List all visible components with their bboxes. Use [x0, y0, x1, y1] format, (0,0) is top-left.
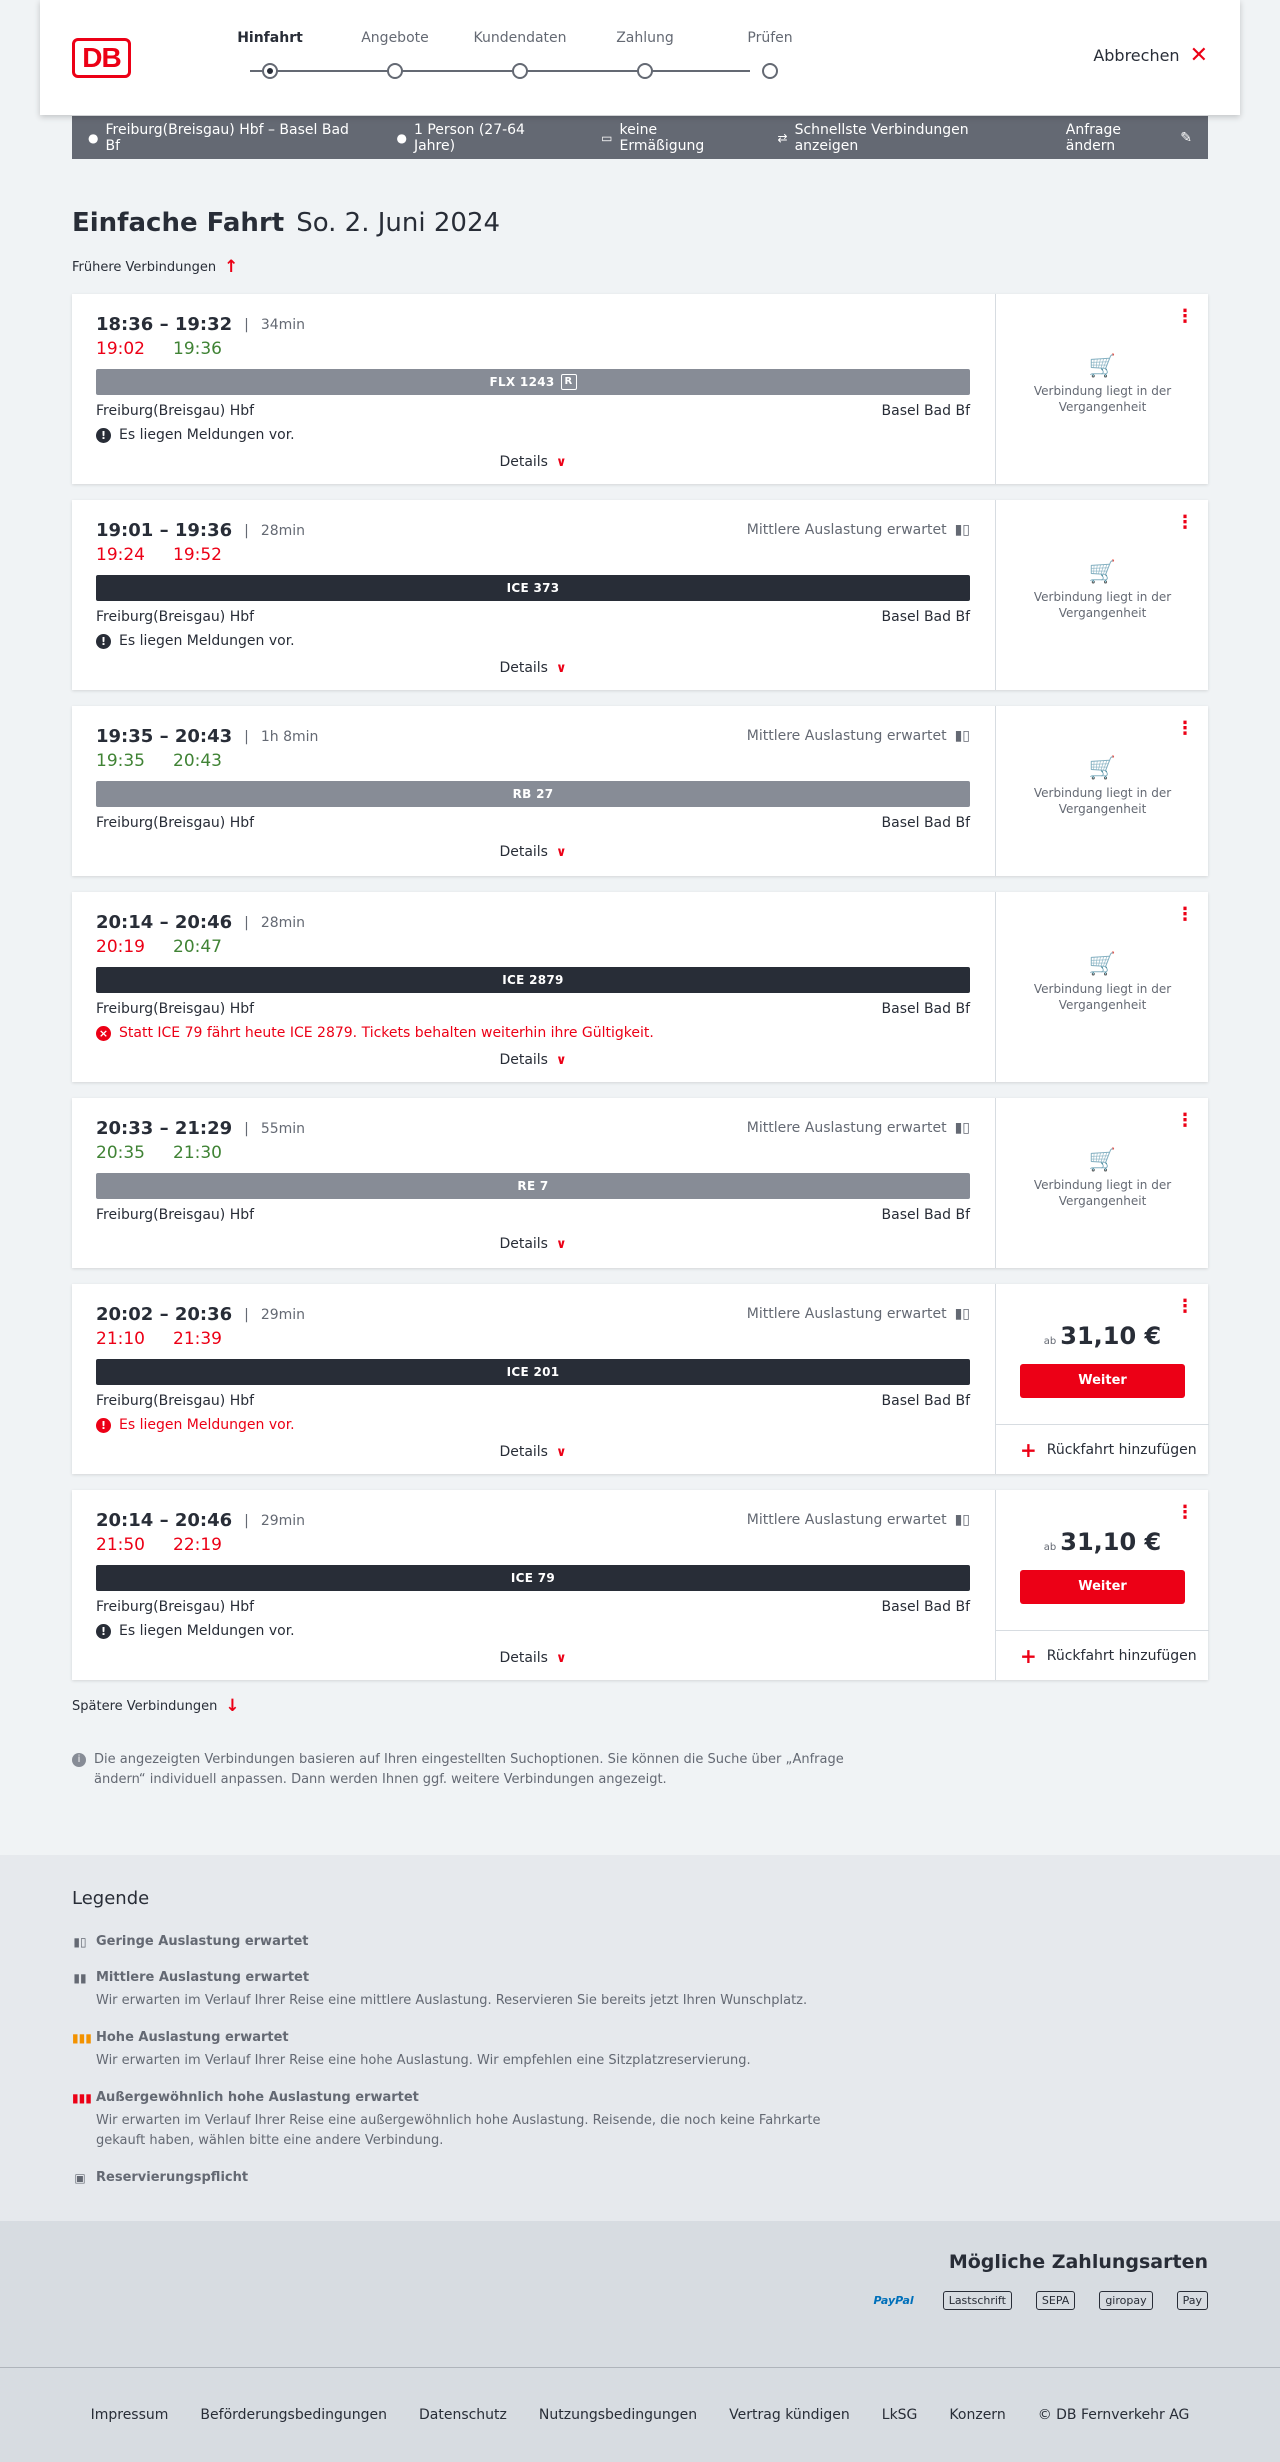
past-connection-note: [996, 756, 1209, 817]
more-options-icon[interactable]: ⋮: [1176, 512, 1194, 533]
close-icon: ✕: [1189, 42, 1208, 68]
occupancy-indicator: [747, 1120, 970, 1136]
origin-station: Freiburg(Breisgau) Hbf: [96, 403, 255, 419]
connection-card[interactable]: [72, 294, 1208, 484]
stations: [96, 1393, 970, 1409]
later-label: Spätere Verbindungen: [72, 1698, 218, 1714]
past-text: Verbindung liegt in der Vergangenheit: [1033, 982, 1172, 1012]
passenger-summary: [396, 122, 567, 154]
schedule-times: [96, 912, 970, 933]
step-angebote[interactable]: [335, 30, 455, 46]
legend-item-desc: Wir erwarten im Verlauf Ihrer Reise eine hohe Auslastung. Wir empfehlen eine Sitzplatzreservierung.: [96, 2053, 751, 2068]
step-label: Prüfen: [747, 30, 793, 46]
stations: [96, 1001, 970, 1017]
stations: [96, 815, 970, 831]
medium-occupancy-icon: ▮▯: [954, 1120, 970, 1136]
offer-panel: [995, 294, 1208, 484]
header: [40, 0, 1240, 115]
connection-message: [96, 1623, 970, 1639]
train-name: FLX 1243: [489, 375, 555, 389]
duration: 29min: [260, 1306, 306, 1323]
stations: [96, 1599, 970, 1615]
origin-station: Freiburg(Breisgau) Hbf: [96, 1393, 255, 1409]
legend-item-medium: [72, 1970, 832, 2011]
connection-card[interactable]: [72, 500, 1208, 690]
destination-station: Basel Bad Bf: [881, 1001, 970, 1017]
message-text: Es liegen Meldungen vor.: [119, 633, 295, 649]
connection-message: [96, 427, 970, 443]
more-options-icon[interactable]: ⋮: [1176, 1296, 1194, 1317]
footer-link-befoerderung[interactable]: Beförderungsbedingungen: [200, 2407, 387, 2423]
return-label: Rückfahrt hinzufügen: [1046, 1647, 1197, 1664]
past-text: Verbindung liegt in der Vergangenheit: [1033, 590, 1172, 620]
step-zahlung[interactable]: [585, 30, 705, 46]
more-options-icon[interactable]: ⋮: [1176, 904, 1194, 925]
chevron-down-icon: ∨: [555, 1052, 567, 1068]
plus-icon: +: [1020, 1643, 1037, 1668]
low-occupancy-icon: ▮▯: [73, 1934, 87, 1949]
destination-station: Basel Bad Bf: [881, 1599, 970, 1615]
connection-card[interactable]: [72, 1284, 1208, 1474]
connection-message: [96, 1417, 970, 1433]
legend-item-extreme: [72, 2090, 832, 2151]
legend-item-title: Reservierungspflicht: [96, 2170, 249, 2185]
legend-item-desc: Wir erwarten im Verlauf Ihrer Reise eine mittlere Auslastung. Reservieren Sie bereits jetzt Ihren Wunschplatz.: [96, 1993, 808, 2008]
planned-times: 20:14 – 20:46: [96, 912, 233, 933]
step-dot: [762, 63, 778, 79]
db-logo[interactable]: DB: [72, 38, 131, 78]
payment-title: Mögliche Zahlungsarten: [948, 2251, 1208, 2273]
passenger-text: 1 Person (27-64 Jahre): [413, 121, 525, 154]
details-label: Details: [499, 1236, 548, 1252]
train-bar[interactable]: [96, 1565, 970, 1591]
legend-item-title: Mittlere Auslastung erwartet: [96, 1970, 310, 1985]
separator: |: [244, 316, 249, 333]
past-connection-note: [996, 952, 1209, 1013]
legend-section: [0, 1855, 1280, 2221]
offer-panel: [995, 892, 1208, 1082]
realtime-times: [96, 1535, 970, 1555]
cart-disabled-icon: 🛒: [1088, 1148, 1117, 1173]
realtime-times: [96, 1329, 970, 1349]
train-name: ICE 201: [506, 1365, 560, 1379]
connection-message: [96, 633, 970, 649]
step-dot: [387, 63, 403, 79]
planned-times: 20:33 – 21:29: [96, 1118, 233, 1139]
trip-type: Einfache Fahrt: [72, 208, 285, 238]
message-text: Es liegen Meldungen vor.: [119, 1623, 295, 1639]
planned-times: 18:36 – 19:32: [96, 314, 233, 335]
occupancy-indicator: [747, 1306, 970, 1322]
separator: |: [244, 522, 249, 539]
past-connection-note: [996, 1148, 1209, 1209]
details-toggle[interactable]: [72, 1052, 994, 1068]
train-name: ICE 2879: [502, 973, 564, 987]
stations: [96, 403, 970, 419]
planned-times: 20:14 – 20:46: [96, 1510, 233, 1531]
more-options-icon[interactable]: ⋮: [1176, 1502, 1194, 1523]
bahncard-icon: ▭: [601, 130, 613, 145]
past-text: Verbindung liegt in der Vergangenheit: [1033, 786, 1172, 816]
fastest-text: Schnellste Verbindungen anzeigen: [794, 121, 969, 154]
footer-copyright: © DB Fernverkehr AG: [1037, 2407, 1190, 2423]
realtime-arrival: 21:39: [173, 1329, 222, 1349]
warning-icon: !: [96, 428, 111, 443]
price-value: 31,10 €: [1060, 1322, 1162, 1350]
footer-link-datenschutz[interactable]: Datenschutz: [418, 2407, 507, 2423]
occupancy-text: Mittlere Auslastung erwartet: [746, 1306, 947, 1322]
destination-station: Basel Bad Bf: [881, 403, 970, 419]
occupancy-indicator: [747, 728, 970, 744]
train-name: ICE 373: [506, 581, 560, 595]
origin-station: Freiburg(Breisgau) Hbf: [96, 1001, 255, 1017]
apple-pay-icon: Pay: [1177, 2291, 1208, 2310]
train-name: ICE 79: [510, 1571, 556, 1585]
realtime-departure: 20:35: [96, 1143, 145, 1163]
price-prefix: ab: [1043, 1336, 1057, 1347]
offer-panel: [995, 500, 1208, 690]
realtime-arrival: 22:19: [173, 1535, 222, 1555]
connection-card[interactable]: [72, 892, 1208, 1082]
payment-section: [0, 2221, 1280, 2367]
medium-occupancy-icon: ▮▮: [73, 1970, 87, 1985]
connection-card[interactable]: [72, 1490, 1208, 1680]
step-dot: [637, 63, 653, 79]
occupancy-text: Mittlere Auslastung erwartet: [746, 1512, 947, 1528]
edit-query-button[interactable]: [1066, 122, 1192, 154]
realtime-times: [96, 1143, 970, 1163]
offer-panel: [995, 706, 1208, 876]
giropay-icon: giropay: [1099, 2291, 1152, 2310]
footer: [0, 2367, 1280, 2462]
progress-steps: [210, 30, 793, 90]
route-summary: [88, 122, 362, 154]
message-text: Es liegen Meldungen vor.: [119, 427, 295, 443]
plus-icon: +: [1020, 1437, 1037, 1462]
separator: |: [244, 728, 249, 745]
duration: 55min: [260, 1120, 306, 1137]
step-label: Kundendaten: [473, 30, 567, 46]
info-note: [72, 1750, 852, 1790]
route-text: Freiburg(Breisgau) Hbf – Basel Bad Bf: [105, 121, 349, 154]
stations: [96, 1207, 970, 1223]
schedule-times: [96, 314, 970, 335]
cart-disabled-icon: 🛒: [1088, 560, 1117, 585]
planned-times: 19:01 – 19:36: [96, 520, 233, 541]
add-return-button[interactable]: [996, 1424, 1209, 1474]
sepa-icon: SEPA: [1036, 2291, 1075, 2310]
details-toggle[interactable]: [72, 844, 994, 860]
more-options-icon[interactable]: ⋮: [1176, 718, 1194, 739]
legend-item-desc: Wir erwarten im Verlauf Ihrer Reise eine außergewöhnlich hohe Auslastung. Reisende, die noch keine Fahrkarte gekauft haben, wählen bitte eine andere Verbindung.: [96, 2113, 821, 2148]
warning-icon: !: [96, 1624, 111, 1639]
details-toggle[interactable]: [72, 1650, 994, 1666]
train-bar[interactable]: [96, 967, 970, 993]
realtime-times: [96, 937, 970, 957]
reservation-required-icon: R: [561, 374, 577, 390]
price: [996, 1528, 1209, 1556]
more-options-icon[interactable]: ⋮: [1176, 306, 1194, 327]
pencil-icon: ✎: [1180, 129, 1192, 146]
past-connection-note: [996, 354, 1209, 415]
extreme-occupancy-icon: ▮▮▮: [72, 2090, 92, 2105]
page-title: [72, 208, 500, 238]
offer-panel: [995, 1490, 1208, 1680]
duration: 28min: [260, 522, 306, 539]
earlier-connections-link[interactable]: [72, 257, 238, 277]
cart-disabled-icon: 🛒: [1088, 952, 1117, 977]
realtime-departure: 21:50: [96, 1535, 145, 1555]
footer-link-kuendigen[interactable]: Vertrag kündigen: [729, 2407, 850, 2423]
medium-occupancy-icon: ▮▯: [954, 1306, 970, 1322]
past-connection-note: [996, 560, 1209, 621]
offer-panel: [995, 1284, 1208, 1474]
details-label: Details: [499, 844, 548, 860]
realtime-arrival: 19:52: [173, 545, 222, 565]
legend-item-title: Hohe Auslastung erwartet: [96, 2030, 289, 2045]
legend-item-title: Geringe Auslastung erwartet: [96, 1934, 309, 1949]
details-label: Details: [499, 1444, 548, 1460]
details-label: Details: [499, 660, 548, 676]
details-toggle[interactable]: [72, 660, 994, 676]
chevron-down-icon: ∨: [555, 1650, 567, 1666]
train-bar[interactable]: [96, 1173, 970, 1199]
planned-times: 20:02 – 20:36: [96, 1304, 233, 1325]
occupancy-text: Mittlere Auslastung erwartet: [746, 522, 947, 538]
details-label: Details: [499, 1650, 548, 1666]
medium-occupancy-icon: ▮▯: [954, 728, 970, 744]
legend-title: Legende: [72, 1888, 150, 1909]
separator: |: [244, 1120, 249, 1137]
warning-icon: !: [96, 634, 111, 649]
discount-text: keine Ermäßigung: [619, 121, 705, 154]
duration: 29min: [260, 1512, 306, 1529]
realtime-departure: 19:35: [96, 751, 145, 771]
destination-station: Basel Bad Bf: [881, 1207, 970, 1223]
past-text: Verbindung liegt in der Vergangenheit: [1033, 384, 1172, 414]
realtime-arrival: 20:43: [173, 751, 222, 771]
legend-item-reservation: [72, 2170, 832, 2185]
train-bar[interactable]: [96, 369, 970, 395]
realtime-arrival: 20:47: [173, 937, 222, 957]
earlier-label: Frühere Verbindungen: [72, 259, 217, 275]
occupancy-text: Mittlere Auslastung erwartet: [746, 728, 947, 744]
train-name: RB 27: [512, 787, 554, 801]
chevron-down-icon: ∨: [555, 660, 567, 676]
info-icon: i: [72, 1753, 86, 1767]
cart-disabled-icon: 🛒: [1088, 354, 1117, 379]
realtime-departure: 20:19: [96, 937, 145, 957]
occupancy-text: Mittlere Auslastung erwartet: [746, 1120, 947, 1136]
arrow-up-icon: ↑: [224, 257, 239, 277]
planned-times: 19:35 – 20:43: [96, 726, 233, 747]
footer-link-lksg[interactable]: LkSG: [881, 2407, 918, 2423]
legend-item-high: [72, 2030, 832, 2071]
realtime-arrival: 19:36: [173, 339, 222, 359]
duration: 34min: [260, 316, 306, 333]
error-icon: ×: [96, 1026, 111, 1041]
separator: |: [244, 914, 249, 931]
realtime-times: [96, 545, 970, 565]
connection-message: [96, 1025, 970, 1041]
return-label: Rückfahrt hinzufügen: [1046, 1441, 1197, 1458]
query-bar: [72, 116, 1208, 159]
realtime-departure: 21:10: [96, 1329, 145, 1349]
info-text: Die angezeigten Verbindungen basieren auf Ihren eingestellten Suchoptionen. Sie können die Suche über „Anfrage ändern“ individuell anpassen. Dann werden Ihnen ggf. weitere Verbindungen angezeigt.: [94, 1752, 844, 1787]
message-text: Statt ICE 79 fährt heute ICE 2879. Tickets behalten weiterhin ihre Gültigkeit.: [119, 1025, 654, 1041]
reservation-icon: ▣: [74, 2170, 86, 2185]
offer-panel: [995, 1098, 1208, 1268]
train-bar[interactable]: [96, 1359, 970, 1385]
destination-station: Basel Bad Bf: [881, 609, 970, 625]
stations: [96, 609, 970, 625]
medium-occupancy-icon: ▮▯: [954, 522, 970, 538]
chevron-down-icon: ∨: [555, 844, 567, 860]
destination-station: Basel Bad Bf: [881, 815, 970, 831]
past-text: Verbindung liegt in der Vergangenheit: [1033, 1178, 1172, 1208]
chevron-down-icon: ∨: [555, 1444, 567, 1460]
high-occupancy-icon: ▮▮▮: [72, 2030, 92, 2045]
step-dot: [512, 63, 528, 79]
step-hinfahrt[interactable]: [210, 30, 330, 46]
train-name: RE 7: [517, 1179, 549, 1193]
occupancy-indicator: [747, 522, 970, 538]
step-kundendaten[interactable]: [460, 30, 580, 46]
details-label: Details: [499, 454, 548, 470]
realtime-departure: 19:24: [96, 545, 145, 565]
origin-station: Freiburg(Breisgau) Hbf: [96, 609, 255, 625]
legend-item-title: Außergewöhnlich hohe Auslastung erwartet: [96, 2090, 419, 2105]
payment-methods: [869, 2291, 1208, 2310]
paypal-icon: PayPal: [873, 2294, 914, 2307]
realtime-times: [96, 751, 970, 771]
origin-station: Freiburg(Breisgau) Hbf: [96, 1207, 255, 1223]
details-toggle[interactable]: [72, 1444, 994, 1460]
add-return-button[interactable]: [996, 1630, 1209, 1680]
separator: |: [244, 1512, 249, 1529]
chevron-down-icon: ∨: [555, 1236, 567, 1252]
continue-button[interactable]: Weiter: [1020, 1364, 1185, 1398]
destination-station: Basel Bad Bf: [881, 1393, 970, 1409]
occupancy-indicator: [747, 1512, 970, 1528]
realtime-departure: 19:02: [96, 339, 145, 359]
step-label: Zahlung: [616, 30, 674, 46]
progress-line: [250, 70, 750, 72]
train-bar[interactable]: [96, 781, 970, 807]
cancel-button[interactable]: [1093, 42, 1208, 68]
step-label: Hinfahrt: [237, 30, 303, 46]
connection-card[interactable]: [72, 706, 1208, 876]
train-bar[interactable]: [96, 575, 970, 601]
realtime-arrival: 21:30: [173, 1143, 222, 1163]
footer-link-konzern[interactable]: Konzern: [949, 2407, 1006, 2423]
trip-date: So. 2. Juni 2024: [296, 208, 501, 238]
edit-query-label: Anfrage ändern: [1065, 121, 1121, 154]
details-toggle[interactable]: [72, 1236, 994, 1252]
arrow-down-icon: ↓: [225, 1696, 240, 1716]
duration: 28min: [260, 914, 306, 931]
cart-disabled-icon: 🛒: [1088, 756, 1117, 781]
duration: 1h 8min: [260, 728, 319, 745]
details-label: Details: [499, 1052, 548, 1068]
legend-item-low: [72, 1934, 832, 1949]
continue-button[interactable]: Weiter: [1020, 1570, 1185, 1604]
fastest-toggle[interactable]: [778, 122, 1032, 154]
location-pin-icon: ●: [88, 130, 99, 145]
details-toggle[interactable]: [72, 454, 994, 470]
origin-station: Freiburg(Breisgau) Hbf: [96, 815, 255, 831]
footer-link-nutzung[interactable]: Nutzungsbedingungen: [538, 2407, 698, 2423]
discount-summary: [601, 122, 743, 154]
separator: |: [244, 1306, 249, 1323]
direct-debit-icon: Lastschrift: [943, 2291, 1012, 2310]
origin-station: Freiburg(Breisgau) Hbf: [96, 1599, 255, 1615]
price-value: 31,10 €: [1060, 1528, 1162, 1556]
cancel-label: Abbrechen: [1093, 46, 1180, 65]
realtime-times: [96, 339, 970, 359]
message-text: Es liegen Meldungen vor.: [119, 1417, 295, 1433]
chevron-down-icon: ∨: [555, 454, 567, 470]
error-icon: !: [96, 1418, 111, 1433]
swap-icon: ⇄: [777, 130, 788, 145]
connection-card[interactable]: [72, 1098, 1208, 1268]
later-connections-link[interactable]: [72, 1696, 240, 1716]
step-label: Angebote: [361, 30, 429, 46]
footer-link-impressum[interactable]: Impressum: [90, 2407, 169, 2423]
step-dot: [262, 63, 278, 79]
person-icon: ●: [396, 130, 407, 145]
price: [996, 1322, 1209, 1350]
medium-occupancy-icon: ▮▯: [954, 1512, 970, 1528]
step-pruefen[interactable]: [710, 30, 830, 46]
price-prefix: ab: [1043, 1542, 1057, 1553]
more-options-icon[interactable]: ⋮: [1176, 1110, 1194, 1131]
